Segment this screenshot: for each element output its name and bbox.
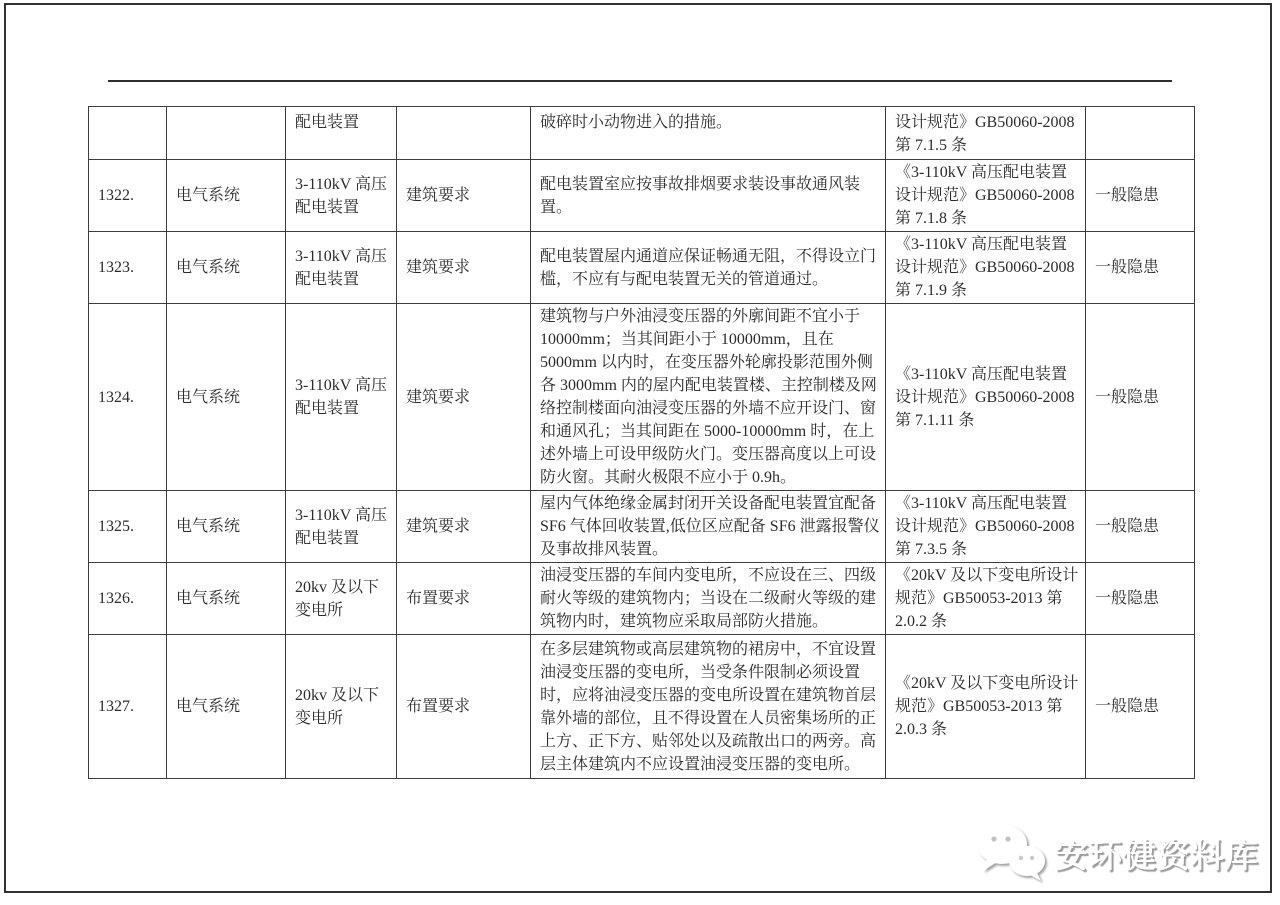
cell-system: 电气系统	[167, 304, 286, 491]
cell-description: 在多层建筑物或高层建筑物的裙房中，不宜设置油浸变压器的变电所，当受条件限制必须设置时，应将油浸变压器的变电所设置在建筑物首层靠外墙的部位，且不得设置在人员密集场所的正上方、正下方、贴邻处以及疏散出口的两旁。高层主体建筑内不应设置油浸变压器的变电所。	[531, 635, 886, 779]
table-row	[89, 232, 1195, 304]
cell-number: 1322.	[89, 160, 167, 232]
cell-equipment: 3-110kV 高压配电装置	[286, 491, 397, 563]
cell-system	[167, 107, 286, 160]
cell-equipment: 20kv 及以下变电所	[286, 563, 397, 635]
table-row	[89, 107, 1195, 160]
cell-hazard: 一般隐患	[1086, 160, 1195, 232]
cell-description: 配电装置室应按事故排烟要求装设事故通风装置。	[531, 160, 886, 232]
cell-reference: 设计规范》GB50060-2008 第 7.1.5 条	[886, 107, 1086, 160]
cell-system: 电气系统	[167, 160, 286, 232]
cell-hazard: 一般隐患	[1086, 635, 1195, 779]
cell-description: 屋内气体绝缘金属封闭开关设备配电装置宜配备 SF6 气体回收装置,低位区应配备 SF6 泄露报警仪及事故排风装置。	[531, 491, 886, 563]
cell-reference: 《3-110kV 高压配电装置设计规范》GB50060-2008 第 7.1.9 条	[886, 232, 1086, 304]
cell-description: 破碎时小动物进入的措施。	[531, 107, 886, 160]
cell-equipment: 3-110kV 高压配电装置	[286, 304, 397, 491]
cell-description: 建筑物与户外油浸变压器的外廓间距不宜小于10000mm；当其间距小于 10000mm，且在 5000mm 以内时，在变压器外轮廓投影范围外侧各 3000mm 内的屋内配电装置楼、主控制楼及网络控制楼面向油浸变压器的外墙不应开设门、窗和通风孔；当其间距在 5000-10000mm 时，在上述外墙上可设甲级防火门。变压器高度以上可设防火窗。其耐火极限不应小于 0.9h。	[531, 304, 886, 491]
cell-equipment: 3-110kV 高压配电装置	[286, 160, 397, 232]
cell-category: 建筑要求	[397, 232, 531, 304]
cell-category: 建筑要求	[397, 491, 531, 563]
cell-hazard	[1086, 107, 1195, 160]
watermark-label: 安环健资料库	[1055, 838, 1259, 875]
table-row	[89, 304, 1195, 491]
table-row	[89, 160, 1195, 232]
cell-number: 1327.	[89, 635, 167, 779]
cell-equipment: 配电装置	[286, 107, 397, 160]
table-row	[89, 635, 1195, 779]
cell-hazard: 一般隐患	[1086, 563, 1195, 635]
table-row	[89, 491, 1195, 563]
cell-number: 1326.	[89, 563, 167, 635]
cell-reference: 《20kV 及以下变电所设计规范》GB50053-2013 第 2.0.3 条	[886, 635, 1086, 779]
cell-description: 配电装置屋内通道应保证畅通无阻，不得设立门槛，不应有与配电装置无关的管道通过。	[531, 232, 886, 304]
cell-reference: 《3-110kV 高压配电装置设计规范》GB50060-2008 第 7.1.8 条	[886, 160, 1086, 232]
cell-number	[89, 107, 167, 160]
cell-equipment: 3-110kV 高压配电装置	[286, 232, 397, 304]
cell-description: 油浸变压器的车间内变电所，不应设在三、四级耐火等级的建筑物内；当设在二级耐火等级的建筑物内时，建筑物应采取局部防火措施。	[531, 563, 886, 635]
cell-number: 1324.	[89, 304, 167, 491]
cell-category	[397, 107, 531, 160]
cell-reference: 《20kV 及以下变电所设计规范》GB50053-2013 第 2.0.2 条	[886, 563, 1086, 635]
cell-reference: 《3-110kV 高压配电装置设计规范》GB50060-2008 第 7.1.11 条	[886, 304, 1086, 491]
cell-category: 建筑要求	[397, 160, 531, 232]
cell-hazard: 一般隐患	[1086, 232, 1195, 304]
cell-system: 电气系统	[167, 491, 286, 563]
cell-number: 1325.	[89, 491, 167, 563]
cell-reference: 《3-110kV 高压配电装置设计规范》GB50060-2008 第 7.3.5 条	[886, 491, 1086, 563]
header-rule-line	[108, 80, 1172, 82]
cell-system: 电气系统	[167, 232, 286, 304]
cell-system: 电气系统	[167, 635, 286, 779]
wechat-icon	[975, 821, 1047, 886]
cell-hazard: 一般隐患	[1086, 304, 1195, 491]
cell-equipment: 20kv 及以下变电所	[286, 635, 397, 779]
cell-system: 电气系统	[167, 563, 286, 635]
watermark	[975, 822, 1259, 884]
cell-category: 布置要求	[397, 635, 531, 779]
cell-category: 布置要求	[397, 563, 531, 635]
cell-hazard: 一般隐患	[1086, 491, 1195, 563]
cell-category: 建筑要求	[397, 304, 531, 491]
table-row	[89, 563, 1195, 635]
regulation-table	[88, 106, 1195, 779]
cell-number: 1323.	[89, 232, 167, 304]
